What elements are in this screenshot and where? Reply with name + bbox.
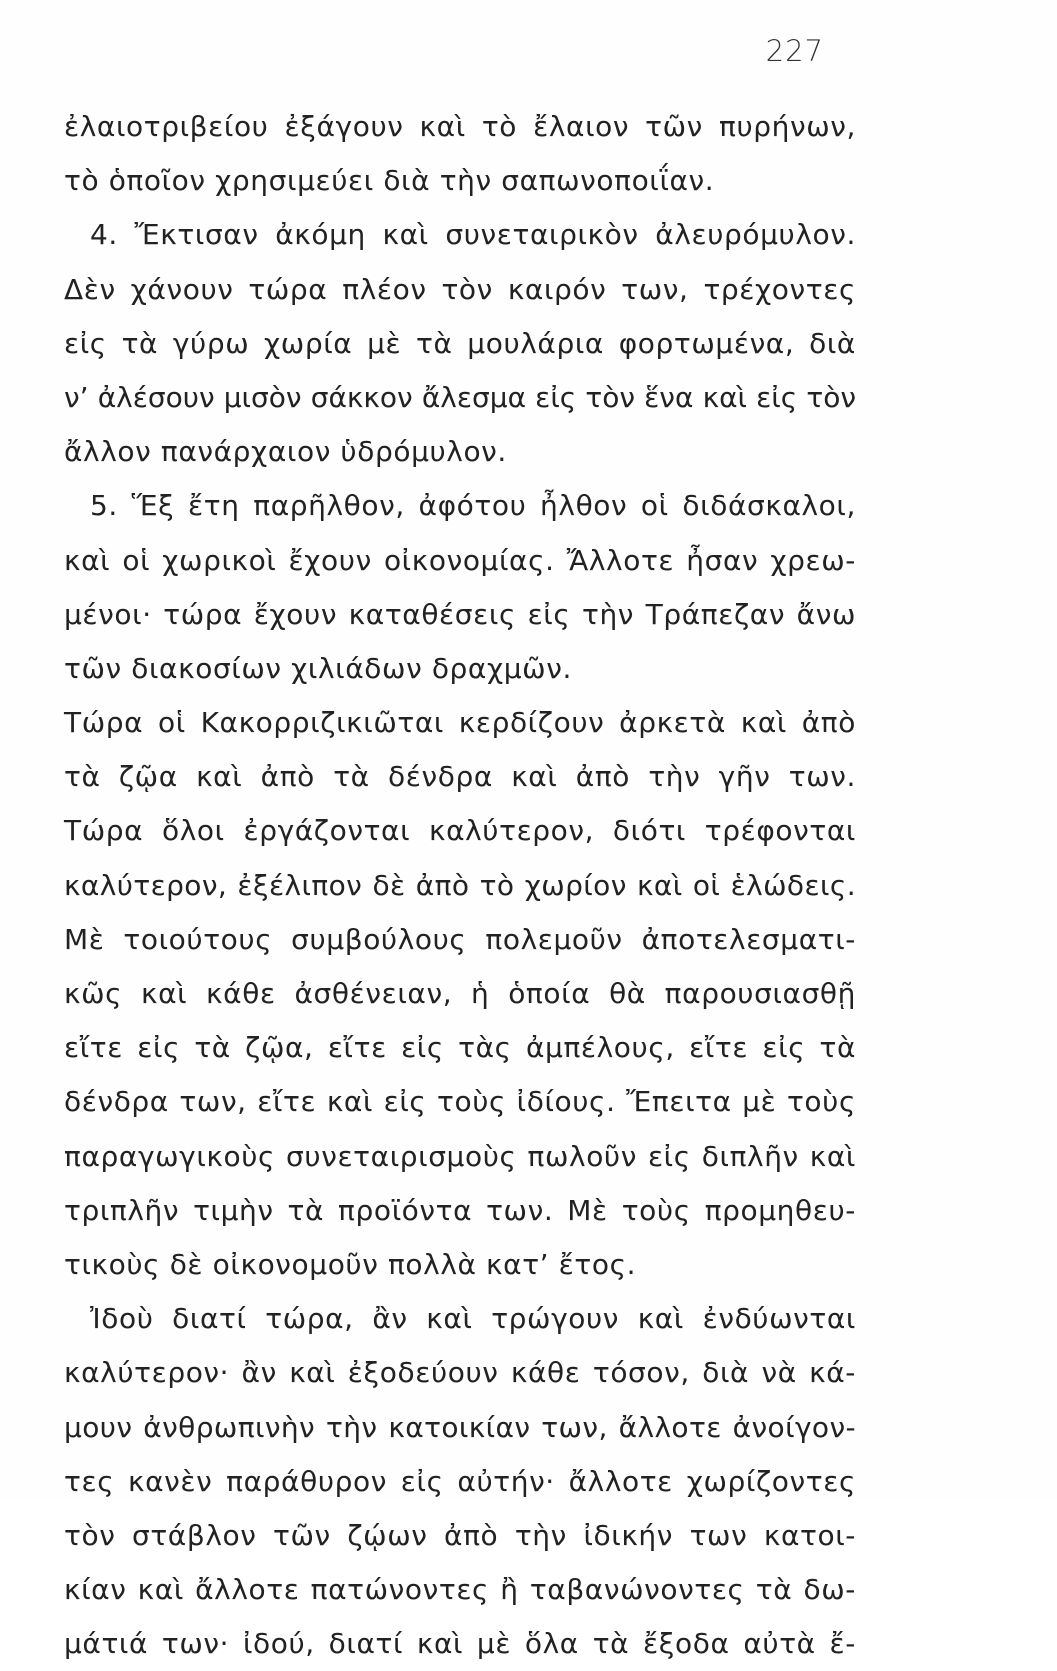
- text-line: Ἰδοὺ διατί τώρα, ἂν καὶ τρώγουν καὶ ἐνδύωνται: [90, 1302, 856, 1336]
- text-line: καὶ οἱ χωρικοὶ ἔχουν οἰκονομίας. Ἄλλοτε ἦσαν χρεω-: [64, 543, 856, 577]
- text-line: τριπλῆν τιμὴν τὰ προϊόντα των. Μὲ τοὺς προμηθευ-: [64, 1193, 856, 1227]
- text-line: μένοι· τώρα ἔχουν καταθέσεις εἰς τὴν Τράπεζαν ἄνω: [64, 597, 856, 631]
- text-line: μουν ἀνθρωπινὴν τὴν κατοικίαν των, ἄλλοτε ἀνοίγον-: [64, 1410, 856, 1444]
- text-line: τὸ ὁποῖον χρησιμεύει διὰ τὴν σαπωνοποιΐαν.: [64, 164, 715, 198]
- text-line: καλύτερον, ἐξέλιπον δὲ ἀπὸ τὸ χωρίον καὶ οἱ ἑλώδεις.: [64, 868, 856, 902]
- text-line: Δὲν χάνουν τώρα πλέον τὸν καιρόν των, τρέχοντες: [64, 272, 856, 306]
- text-line: παραγωγικοὺς συνεταιρισμοὺς πωλοῦν εἰς διπλῆν καὶ: [64, 1139, 856, 1173]
- text-line: τὰ ζῷα καὶ ἀπὸ τὰ δένδρα καὶ ἀπὸ τὴν γῆν των.: [64, 760, 856, 794]
- text-line: ν’ ἀλέσουν μισὸν σάκκον ἄλεσμα εἰς τὸν ἕνα καὶ εἰς τὸν: [64, 380, 856, 414]
- text-line: μάτιά των· ἰδού, διατί καὶ μὲ ὅλα τὰ ἔξοδα αὐτὰ ἔ-: [64, 1627, 856, 1661]
- text-line: τικοὺς δὲ οἰκονομοῦν πολλὰ κατ’ ἔτος.: [64, 1247, 637, 1281]
- text-line: 4. Ἔκτισαν ἀκόμη καὶ συνεταιρικὸν ἀλευρόμυλον.: [90, 218, 856, 252]
- text-line: Τώρα οἱ Κακορριζικιῶται κερδίζουν ἀρκετὰ καὶ ἀπὸ: [64, 706, 856, 740]
- text-line: κίαν καὶ ἄλλοτε πατώνοντες ἢ ταβανώνοντες τὰ δω-: [64, 1573, 856, 1607]
- text-line: τες κανὲν παράθυρον εἰς αὐτήν· ἄλλοτε χωρίζοντες: [64, 1464, 856, 1498]
- text-line: 5. Ἕξ ἔτη παρῆλθον, ἀφότου ἦλθον οἱ διδάσκαλοι,: [90, 489, 856, 523]
- text-line: καλύτερον· ἂν καὶ ἐξοδεύουν κάθε τόσον, διὰ νὰ κά-: [64, 1356, 856, 1390]
- text-line: κῶς καὶ κάθε ἀσθένειαν, ἡ ὁποία θὰ παρουσιασθῇ: [64, 977, 856, 1010]
- text-line: εἰς τὰ γύρω χωρία μὲ τὰ μουλάρια φορτωμένα, διὰ: [64, 326, 856, 360]
- text-line: τὸν στάβλον τῶν ζῴων ἀπὸ τὴν ἰδικήν των κατοι-: [64, 1518, 856, 1552]
- text-line: ἄλλον πανάρχαιον ὑδρόμυλον.: [64, 435, 507, 469]
- text-line: τῶν διακοσίων χιλιάδων δραχμῶν.: [64, 651, 572, 685]
- text-line: Μὲ τοιούτους συμβούλους πολεμοῦν ἀποτελεσματι-: [64, 922, 856, 956]
- text-line: εἴτε εἰς τὰ ζῷα, εἴτε εἰς τὰς ἀμπέλους, εἴτε εἰς τὰ: [64, 1031, 856, 1065]
- text-line: Τώρα ὅλοι ἐργάζονται καλύτερον, διότι τρέφονται: [64, 814, 856, 848]
- text-line: δένδρα των, εἴτε καὶ εἰς τοὺς ἰδίους. Ἔπειτα μὲ τοὺς: [64, 1085, 856, 1119]
- body-text: [64, 100, 856, 1671]
- text-line: ἐλαιοτριβείου ἐξάγουν καὶ τὸ ἔλαιον τῶν πυρήνων,: [64, 110, 856, 143]
- page-number: 227: [765, 34, 824, 68]
